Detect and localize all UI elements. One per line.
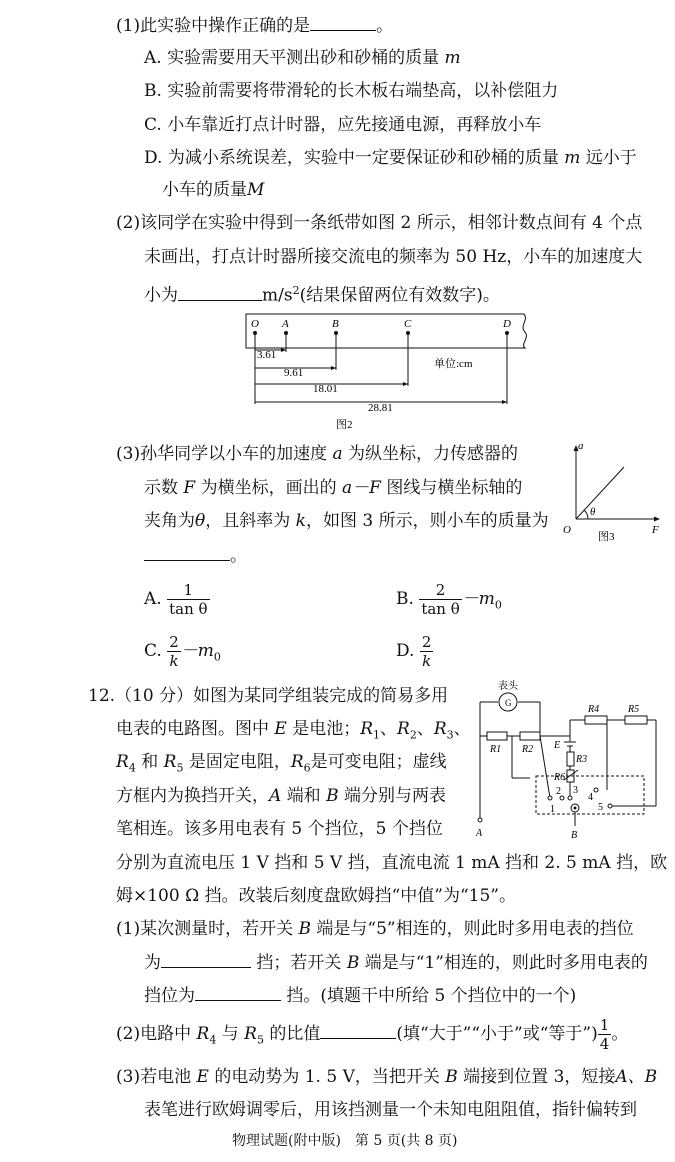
figure-2-paper-tape xyxy=(238,312,538,434)
meter-symbol: G xyxy=(505,698,512,708)
fig3-x-label: F xyxy=(652,524,659,536)
circuit-label-a: A xyxy=(476,828,483,839)
q12-line5: 笔相连。该多用电表有 5 个挡位，5 个挡位 xyxy=(116,819,443,839)
switch-pos-3: 3 xyxy=(573,785,578,796)
tape-dim-od: 28.81 xyxy=(368,402,393,414)
q11-part3-line3: 夹角为θ，且斜率为 k，如图 3 所示，则小车的质量为 xyxy=(144,511,549,531)
figure-3-graph xyxy=(560,437,670,547)
meter-label: 表头 xyxy=(498,681,518,692)
figure-2-caption: 图2 xyxy=(336,419,353,431)
q12-line1: 12.（10 分）如图为某同学组装完成的简易多用 xyxy=(88,686,449,706)
q11-option-a: A. 实验需要用天平测出砂和砂桶的质量 m xyxy=(144,48,461,68)
circuit-label-r2: R2 xyxy=(522,744,534,755)
q12-part1-line1: (1)某次测量时，若开关 B 端是与“5”相连的，则此时多用电表的挡位 xyxy=(116,919,634,939)
resistor-r4-icon xyxy=(585,716,607,724)
figure-multimeter-circuit xyxy=(470,680,670,840)
q11-part2-line1: (2)该同学在实验中得到一条纸带如图 2 所示，相邻计数点间有 4 个点 xyxy=(116,213,643,233)
tape-label-a: A xyxy=(282,318,289,330)
circuit-label-r5: R5 xyxy=(628,704,640,715)
q12-part2: (2)电路中 $R_4$ 与 $R_5$ 的比值 (填“大于”“小于”或“等于”) $\frac{1}{4}$ 。 xyxy=(116,1016,629,1053)
fig3-y-label: a xyxy=(578,440,584,452)
resistor-r2-icon xyxy=(520,732,540,740)
page-footer: 物理试题(附中版) 第 5 页(共 8 页) xyxy=(232,1133,458,1149)
resistor-r1-icon xyxy=(487,732,507,740)
q11-option-d-cont: 小车的质量M xyxy=(162,180,265,200)
switch-pos-4: 4 xyxy=(588,792,593,803)
circuit-label-b: B xyxy=(571,830,578,840)
q11-part1: (1)此实验中操作正确的是 。 xyxy=(116,16,394,36)
circuit-label-r3: R3 xyxy=(576,754,588,765)
switch-pos-1: 1 xyxy=(550,804,555,815)
tape-label-c: C xyxy=(404,318,412,330)
q11-answer-a: A. $\frac{1}{\text{tan θ}}$ xyxy=(144,581,208,618)
q11-answer-b: B. $\frac{2}{\text{tan θ}}$ $-m_0$ xyxy=(396,581,502,618)
figure-3-caption: 图3 xyxy=(598,531,615,543)
fig3-angle: θ xyxy=(590,506,596,518)
q11-answer-c: C. $\frac{2}{k}$ $-m_0$ xyxy=(144,633,221,670)
tape-dim-oa: 3.61 xyxy=(257,349,277,361)
tape-unit: 单位:cm xyxy=(434,358,473,370)
q11-part3-line4: 。 xyxy=(144,544,247,567)
switch-pos-2: 2 xyxy=(556,786,561,797)
q11-part2-line2: 未画出，打点计时器所接交流电的频率为 50 Hz，小车的加速度大 xyxy=(144,247,643,267)
q12-line4: 方框内为换挡开关，A 端和 B 端分别与两表 xyxy=(116,786,446,806)
q11-part3-line1: (3)孙华同学以小车的加速度 a 为纵坐标，力传感器的 xyxy=(116,444,519,464)
q12-part3-line2: 表笔进行欧姆调零后，用该挡测量一个未知电阻阻值，指针偏转到 xyxy=(144,1100,637,1120)
tape-dim-oc: 18.01 xyxy=(313,383,338,395)
tape-label-b: B xyxy=(332,318,339,330)
q11-part2-line3: 小为 $m/s^2$(结果保留两位有效数字)。 xyxy=(144,284,500,306)
q12-line3: $R_4$ 和 $R_5$ 是固定电阻，$R_6$是可变电阻；虚线 xyxy=(116,752,447,775)
resistor-r3-icon xyxy=(567,752,574,766)
q12-line7: 姆×100 Ω 挡。改装后刻度盘欧姆挡“中值”为“15”。 xyxy=(116,886,516,906)
switch-pos-5: 5 xyxy=(598,802,603,813)
q12-part1-line2: 为 挡；若开关 B 端是与“1”相连的，则此时多用电表的 xyxy=(144,953,648,973)
q12-line6: 分别为直流电压 1 V 挡和 5 V 挡，直流电流 1 mA 挡和 2. 5 mA 挡，欧 xyxy=(116,853,668,873)
circuit-label-r4: R4 xyxy=(588,704,600,715)
circuit-label-e: E xyxy=(554,740,561,751)
q11-option-d: D. 为减小系统误差，实验中一定要保证砂和砂桶的质量 m 远小于 xyxy=(144,148,637,168)
resistor-r5-icon xyxy=(625,716,647,724)
q11-option-c: C. 小车靠近打点计时器，应先接通电源，再释放小车 xyxy=(144,115,542,135)
tape-label-d: D xyxy=(503,318,511,330)
fig3-origin: O xyxy=(563,524,571,536)
tape-label-o: O xyxy=(251,318,259,330)
circuit-label-r6: R6 xyxy=(554,772,566,783)
q11-part3-line2: 示数 F 为横坐标，画出的 a－F 图线与横坐标轴的 xyxy=(144,478,523,498)
tape-dim-ob: 9.61 xyxy=(284,367,304,379)
circuit-label-r1: R1 xyxy=(490,744,502,755)
q12-line2: 电表的电路图。图中 E 是电池；$R_1$、$R_2$、$R_3$、 xyxy=(116,719,471,742)
q12-part1-line3: 挡位为 挡。(填题干中所给 5 个挡位中的一个) xyxy=(144,986,577,1006)
q11-answer-d: D. $\frac{2}{k}$ xyxy=(396,633,432,670)
q11-option-b: B. 实验前需要将带滑轮的长木板右端垫高，以补偿阻力 xyxy=(144,81,559,101)
q12-part3-line1: (3)若电池 E 的电动势为 1. 5 V，当把开关 B 端接到位置 3，短接A、B xyxy=(116,1067,658,1087)
